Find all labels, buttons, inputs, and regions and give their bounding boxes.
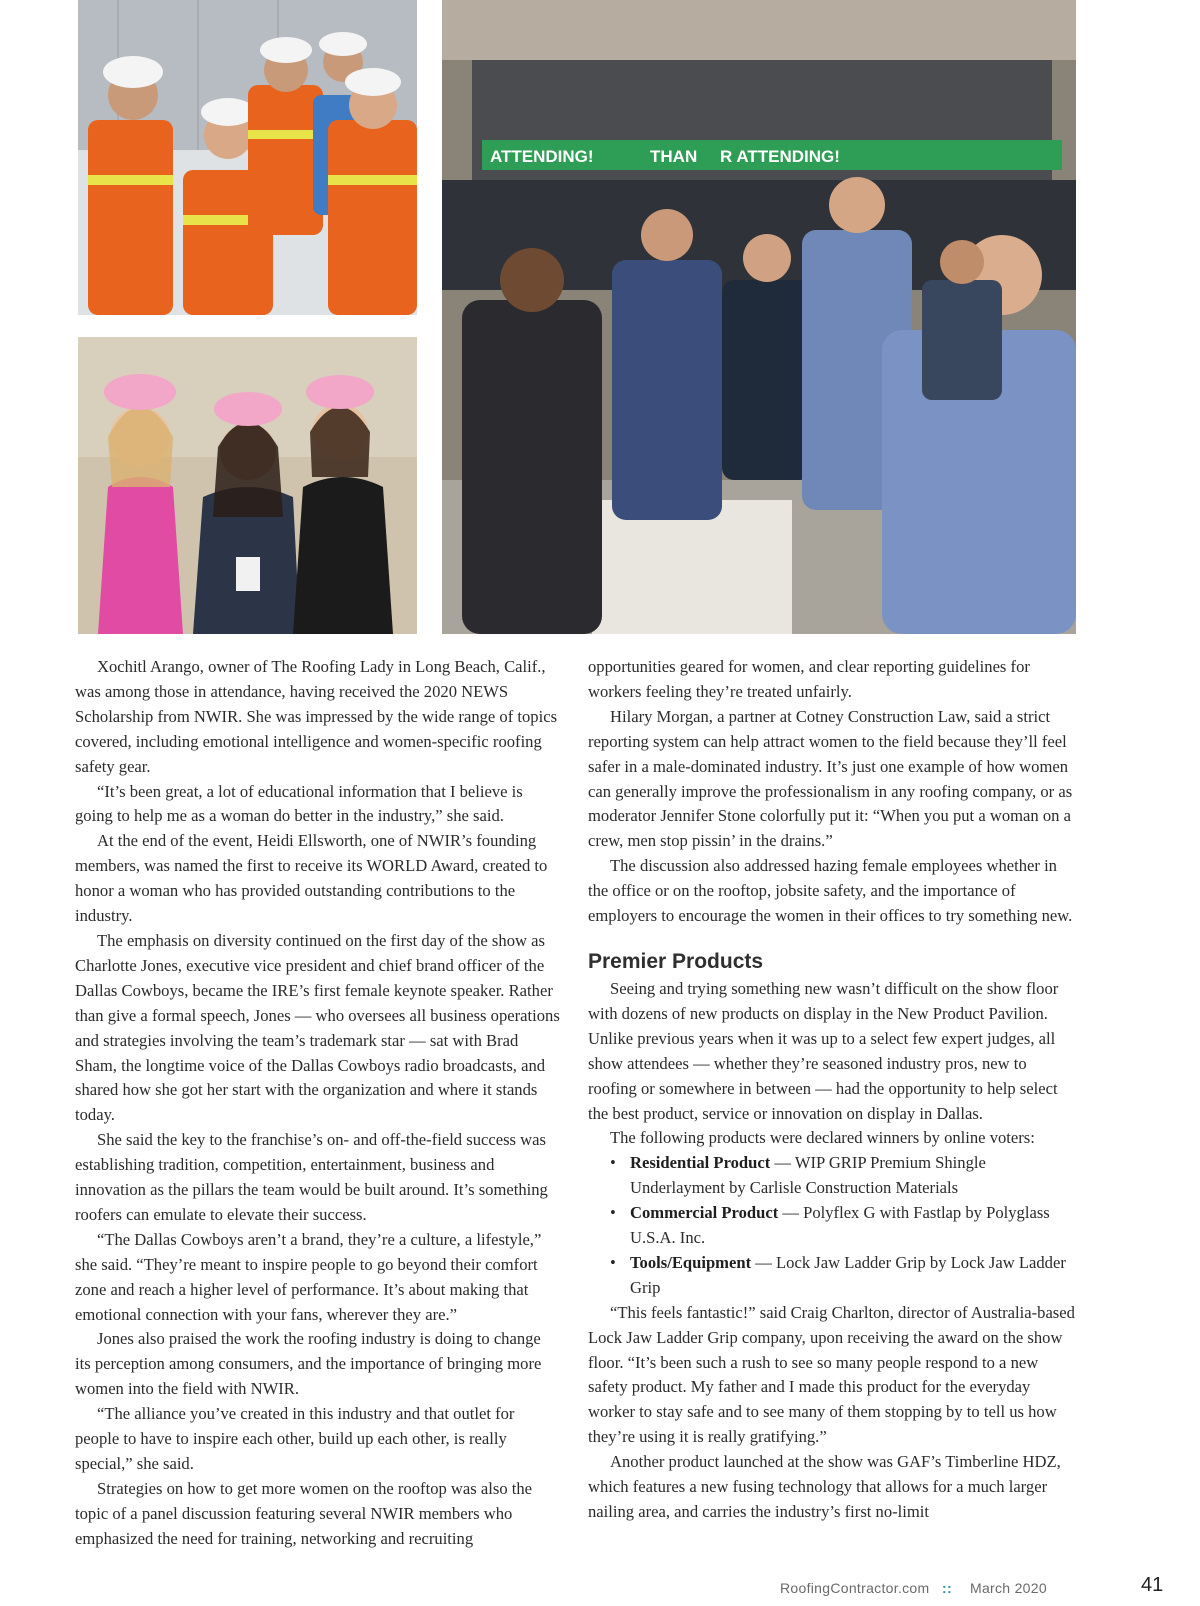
winner-detail: — Polyflex G with Fastlap by Polyglass U.S.A. Inc. bbox=[630, 1203, 1050, 1248]
paragraph: At the end of the event, Heidi Ellsworth, one of NWIR’s founding members, was named the first to receive its WORLD Award, created to honor a woman who has provided outstanding contributions to the industry. bbox=[75, 831, 548, 926]
crew-photo bbox=[78, 0, 417, 315]
paragraph: “The alliance you’ve created in this industry and that outlet for people to have to inspire each other, build up each other, is really special,” she said. bbox=[75, 1404, 515, 1473]
page-number: 41 bbox=[1141, 1574, 1164, 1596]
article-column-right bbox=[588, 655, 1078, 1525]
footer-site: RoofingContractor.com bbox=[780, 1580, 930, 1596]
winner-category: Commercial Product bbox=[630, 1203, 779, 1223]
sign-text-right: R ATTENDING! bbox=[720, 147, 840, 166]
footer-date: March 2020 bbox=[970, 1580, 1047, 1596]
list-item bbox=[610, 1201, 1078, 1251]
paragraph: “It’s been great, a lot of educational information that I believe is going to help me as a woman do better in the industry,” she said. bbox=[75, 781, 523, 826]
paragraph: The following products were declared winners by online voters: bbox=[610, 1128, 1035, 1148]
footer-separator: :: bbox=[942, 1580, 952, 1596]
article-column-left bbox=[75, 655, 560, 1552]
winners-list bbox=[610, 1151, 1078, 1300]
list-item bbox=[610, 1251, 1078, 1301]
sign-text-left: ATTENDING! bbox=[490, 147, 594, 166]
sign-text-mid: THAN bbox=[650, 147, 698, 166]
section-subhead: Premier Products bbox=[588, 949, 764, 973]
paragraph: Hilary Morgan, a partner at Cotney Construction Law, said a strict reporting system can help attract women to the field because they’ll feel safer in a male-dominated industry. It’s just one example of how women can generally improve the professionalism in any roofing company, or as moderator Jennifer Stone colorfully put it: “When you put a woman on a crew, men stop pissin’ in the drains.” bbox=[588, 706, 1073, 851]
paragraph: “The Dallas Cowboys aren’t a brand, they’re a culture, a lifestyle,” she said. “They’re meant to inspire people to go beyond their comfort zone and reach a higher level of performance. It’s about making that emotional connection with your fans, wherever they are.” bbox=[75, 1229, 542, 1324]
winner-detail: — WIP GRIP Premium Shingle Underlayment by Carlisle Construction Materials bbox=[630, 1153, 986, 1198]
list-item bbox=[610, 1151, 1078, 1201]
winner-category: Tools/Equipment bbox=[630, 1252, 752, 1272]
winner-detail: — Lock Jaw Ladder Grip by Lock Jaw Ladder Grip bbox=[630, 1252, 1066, 1297]
paragraph: The discussion also addressed hazing female employees whether in the office or on the rooftop, jobsite safety, and the importance of employers to encourage the women in their offices to try something new. bbox=[588, 856, 1073, 926]
paragraph: “This feels fantastic!” said Craig Charlton, director of Australia-based Lock Jaw Ladder Grip company, upon receiving the award on the show floor. “It’s been such a rush to see so many people respond to a new safety product. My father and I made this product for the everyday worker to stay safe and to see many of them stopping by to tell us how they’re using it is really gratifying.” bbox=[588, 1302, 1075, 1447]
women-photo bbox=[78, 337, 417, 634]
paragraph: Another product launched at the show was GAF’s Timberline HDZ, which features a new fusing technology that allows for a much larger nailing area, and carries the industry’s first no-limit bbox=[588, 1452, 1061, 1521]
paragraph: Jones also praised the work the roofing industry is doing to change its perception among consumers, and the importance of bringing more women into the field with NWIR. bbox=[75, 1329, 542, 1399]
winner-category: Residential Product bbox=[630, 1153, 771, 1173]
expo-entrance-photo bbox=[442, 0, 1076, 634]
paragraph-continued: opportunities geared for women, and clear reporting guidelines for workers feeling they’re treated unfairly. bbox=[588, 657, 1030, 701]
paragraph: Strategies on how to get more women on the rooftop was also the topic of a panel discussion featuring several NWIR members who emphasized the need for training, networking and recruiting bbox=[75, 1478, 533, 1548]
paragraph: The emphasis on diversity continued on the first day of the show as Charlotte Jones, executive vice president and chief brand officer of the Dallas Cowboys, became the IRE’s first female keynote speaker. Rather than give a formal speech, Jones — who oversees all business operations and strategies involving the team’s trademark star — sat with Brad Sham, the longtime voice of the Dallas Cowboys radio broadcasts, and shared how she got her start with the organization and where it stands today. bbox=[75, 930, 560, 1125]
paragraph: Seeing and trying something new wasn’t difficult on the show floor with dozens of new products on display in the New Product Pavilion. Unlike previous years when it was up to a select few expert judges, all show attendees — whether they’re seasoned industry pros, new to roofing or somewhere in between — had the opportunity to help select the best product, service or innovation on display in Dallas. bbox=[588, 978, 1059, 1123]
paragraph: She said the key to the franchise’s on- and off-the-field success was establishing tradition, competition, entertainment, business and innovation as the pillars the team would be built around. It’s something roofers can emulate to elevate their success. bbox=[75, 1130, 548, 1224]
paragraph: Xochitl Arango, owner of The Roofing Lady in Long Beach, Calif., was among those in attendance, having received the 2020 NEWS Scholarship from NWIR. She was impressed by the wide range of topics covered, including emotional intelligence and women-specific roofing safety gear. bbox=[75, 657, 558, 776]
